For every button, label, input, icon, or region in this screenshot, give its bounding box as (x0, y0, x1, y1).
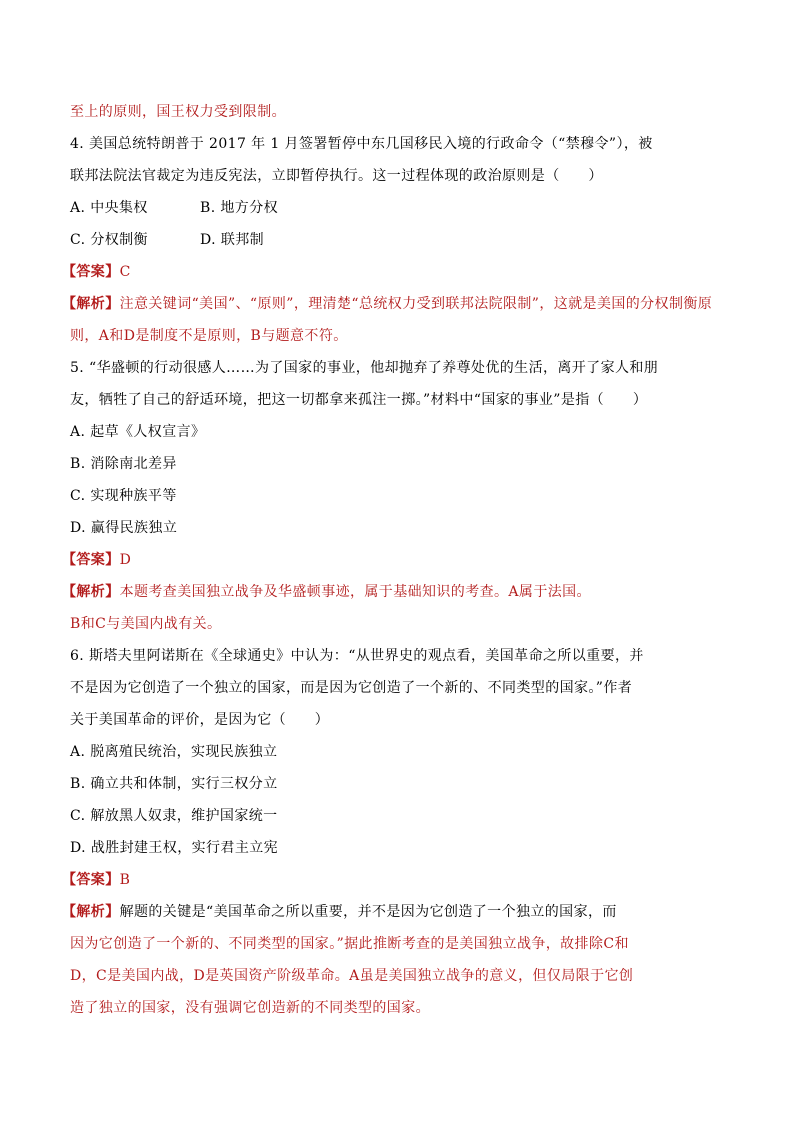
q5-analysis-text-1: 本题考查美国独立战争及华盛顿事迹，属于基础知识的考查。A属于法国。 (119, 584, 591, 600)
q6-analysis-line-1 (62, 903, 617, 921)
carry-over-text: 至上的原则，国王权力受到限制。 (70, 104, 286, 120)
q5-stem-line-1: 5. “华盛顿的行动很感人……为了国家的事业，他却抛弃了养尊处优的生活，离开了家人和朋 (70, 360, 659, 376)
q6-option-a: A. 脱离殖民统治，实现民族独立 (70, 744, 278, 760)
q6-option-d: D. 战胜封建王权，实行君主立宪 (70, 840, 279, 856)
q6-analysis-line-2: 因为它创造了一个新的、不同类型的国家。”据此推断考查的是美国独立战争，故排除C和 (70, 936, 629, 952)
q5-option-b: B. 消除南北差异 (70, 456, 177, 472)
q6-answer (62, 871, 130, 889)
q6-option-c: C. 解放黑人奴隶，维护国家统一 (70, 808, 278, 824)
q5-analysis-label: 【解析】 (62, 584, 120, 600)
q4-option-b: B. 地方分权 (200, 200, 278, 216)
q6-analysis-line-4: 造了独立的国家，没有强调它创造新的不同类型的国家。 (70, 1000, 430, 1016)
q4-answer-value: C (119, 264, 131, 280)
q5-analysis-line-2: B和C与美国内战有关。 (70, 616, 222, 632)
q4-option-c: C. 分权制衡 (70, 232, 148, 248)
q6-stem-line-2: 不是因为它创造了一个独立的国家，而是因为它创造了一个新的、不同类型的国家。”作者 (70, 680, 633, 696)
q5-option-c: C. 实现种族平等 (70, 488, 177, 504)
q4-option-d: D. 联邦制 (200, 232, 265, 248)
q5-answer (62, 551, 131, 569)
q6-analysis-text-1: 解题的关键是“美国革命之所以重要，并不是因为它创造了一个独立的国家，而 (119, 904, 617, 920)
q5-analysis-line-1 (62, 583, 591, 601)
q5-answer-value: D (119, 552, 132, 568)
q4-stem-line-1: 4. 美国总统特朗普于 2017 年 1 月签署暂停中东几国移民入境的行政命令（“禁穆令”），被 (70, 136, 653, 152)
q4-stem-line-2: 联邦法院法官裁定为违反宪法，立即暂停执行。这一过程体现的政治原则是（ ） (70, 168, 603, 184)
q6-option-b: B. 确立共和体制，实行三权分立 (70, 776, 278, 792)
q4-analysis-line-1 (62, 295, 712, 313)
q4-analysis-label: 【解析】 (62, 296, 120, 312)
q4-analysis-text-1: 注意关键词“美国”、“原则”，理清楚“总统权力受到联邦法院限制”，这就是美国的分权制衡原 (119, 296, 713, 312)
q6-answer-label: 【答案】 (62, 872, 120, 888)
q6-stem-line-1: 6. 斯塔夫里阿诺斯在《全球通史》中认为：“从世界史的观点看，美国革命之所以重要，并 (70, 648, 644, 664)
q4-answer (62, 263, 131, 281)
q6-answer-value: B (119, 872, 131, 888)
q6-analysis-line-3: D，C是美国内战，D是英国资产阶级革命。A虽是美国独立战争的意义，但仅局限于它创 (70, 968, 634, 984)
q4-answer-label: 【答案】 (62, 264, 120, 280)
q4-option-a: A. 中央集权 (70, 200, 148, 216)
q5-answer-label: 【答案】 (62, 552, 120, 568)
q6-analysis-label: 【解析】 (62, 904, 120, 920)
q6-stem-line-3: 关于美国革命的评价，是因为它（ ） (70, 712, 330, 728)
q5-option-d: D. 赢得民族独立 (70, 520, 178, 536)
q5-stem-line-2: 友，牺牲了自己的舒适环境，把这一切都拿来孤注一掷。”材料中“国家的事业”是指（ ） (70, 392, 648, 408)
q5-option-a: A. 起草《人权宣言》 (70, 424, 206, 440)
q4-analysis-line-2: 则，A和D是制度不是原则，B与题意不符。 (70, 328, 348, 344)
q4-options-row-1 (70, 199, 278, 217)
q4-options-row-2 (70, 231, 264, 249)
